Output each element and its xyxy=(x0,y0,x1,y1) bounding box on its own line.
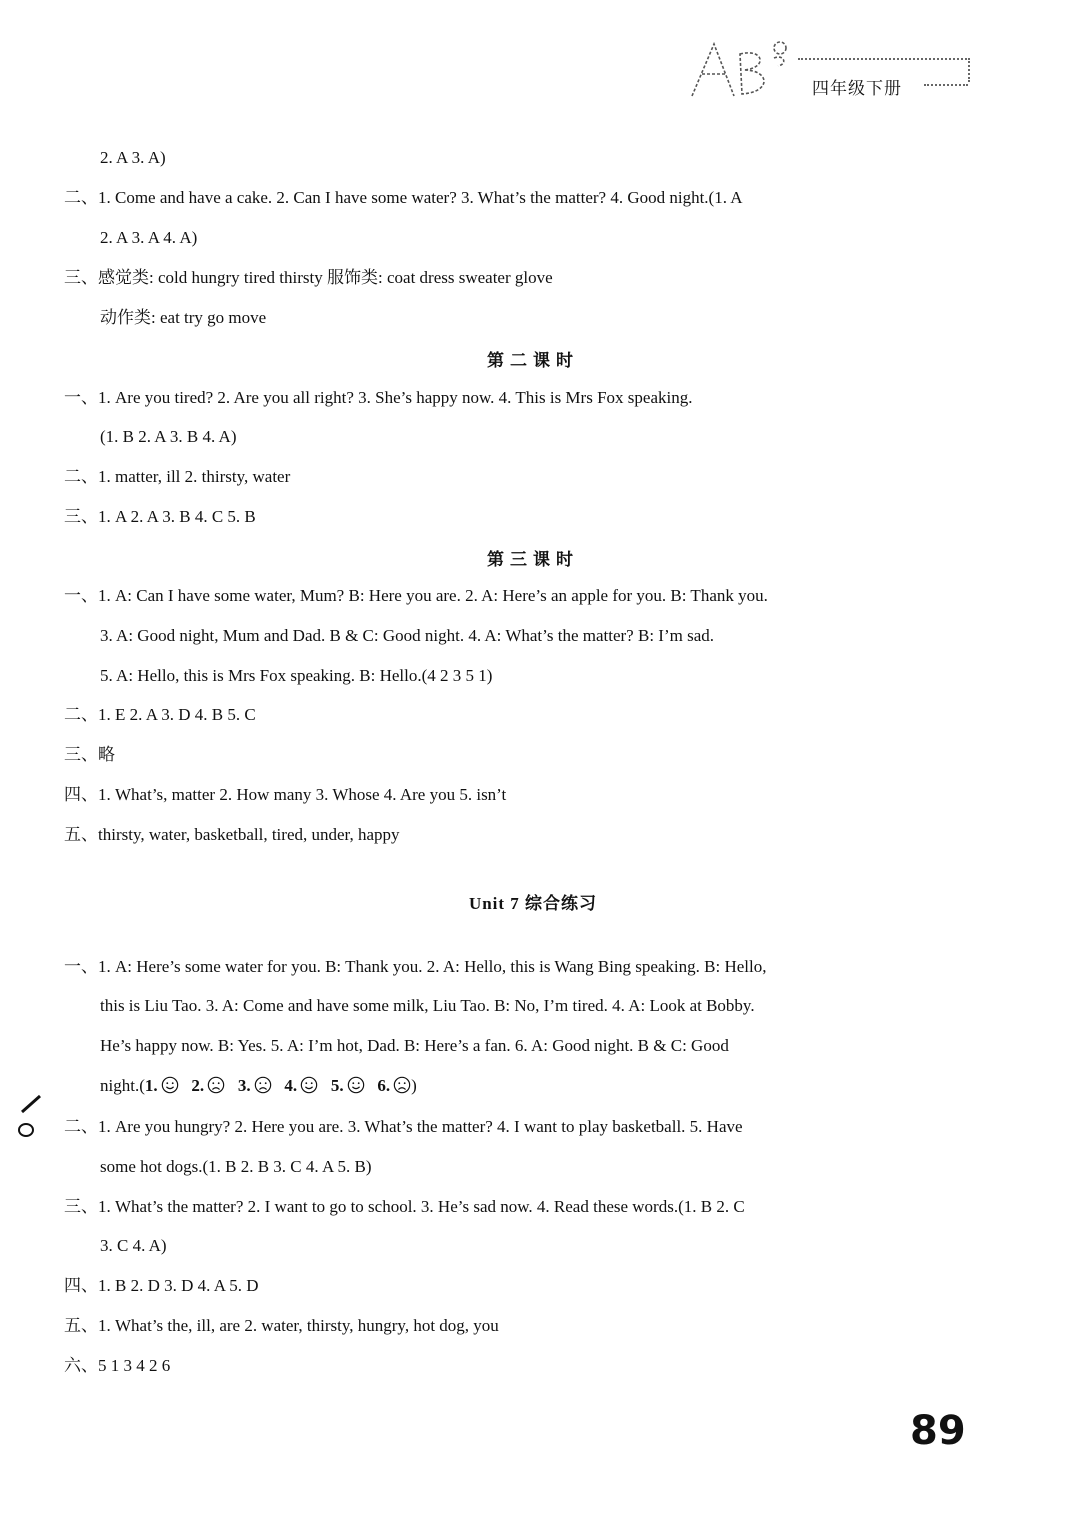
answer-line: 二、1. matter, ill 2. thirsty, water xyxy=(64,467,291,486)
answer-line: 二、1. Are you hungry? 2. Here you are. 3. What’s the matter? 4. I want to play basketball. 5. Have xyxy=(64,1117,743,1136)
happy-face-icon xyxy=(300,1076,318,1094)
answer-line: 3. A: Good night, Mum and Dad. B & C: Good night. 4. A: What’s the matter? B: I’m sad. xyxy=(100,626,715,645)
unit-heading: Unit 7 综合练习 xyxy=(468,894,598,913)
answer-line: 六、5 1 3 4 2 6 xyxy=(64,1356,171,1375)
header-dotted-line-right xyxy=(968,58,970,82)
grade-label: 四年级下册 xyxy=(812,79,902,99)
answer-line: 三、感觉类: cold hungry tired thirsty 服饰类: coat dress sweater glove xyxy=(64,268,553,287)
face-number: 3. xyxy=(237,1076,251,1095)
face-number: 5. xyxy=(330,1076,344,1095)
answer-line: 三、1. What’s the matter? 2. I want to go to school. 3. He’s sad now. 4. Read these words.(1. B 2. C xyxy=(64,1197,745,1216)
header-dotted-line xyxy=(798,58,970,60)
sad-face-icon xyxy=(254,1076,272,1094)
face-number: 6. xyxy=(377,1076,391,1095)
answer-line: 5. A: Hello, this is Mrs Fox speaking. B: Hello.(4 2 3 5 1) xyxy=(100,666,493,685)
ab-logo-icon xyxy=(684,34,794,106)
answer-line: 3. C 4. A) xyxy=(100,1236,167,1255)
answer-line: 三、1. A 2. A 3. B 4. C 5. B xyxy=(64,507,256,526)
answer-line: He’s happy now. B: Yes. 5. A: I’m hot, Dad. B: Here’s a fan. 6. A: Good night. B & C: Good xyxy=(100,1036,729,1055)
answer-line: (1. B 2. A 3. B 4. A) xyxy=(100,427,237,446)
sad-face-icon xyxy=(393,1076,411,1094)
happy-face-icon xyxy=(347,1076,365,1094)
answer-line: 一、1. A: Here’s some water for you. B: Thank you. 2. A: Hello, this is Wang Bing speaking. B: Hello, xyxy=(64,957,767,976)
face-number: 1. xyxy=(144,1076,158,1095)
answer-line: 三、略 xyxy=(64,745,115,764)
face-number: 2. xyxy=(191,1076,205,1095)
section-heading: 第三课时 xyxy=(487,550,579,569)
answer-line: 一、1. A: Can I have some water, Mum? B: Here you are. 2. A: Here’s an apple for you. B: Thank you. xyxy=(64,586,768,605)
faces-prefix: night.( xyxy=(100,1076,145,1095)
answer-line: 一、1. Are you tired? 2. Are you all right? 3. She’s happy now. 4. This is Mrs Fox speaking. xyxy=(64,388,693,407)
margin-pen-mark-icon xyxy=(14,1094,44,1140)
answer-line: 四、1. B 2. D 3. D 4. A 5. D xyxy=(64,1276,259,1295)
answer-line: 四、1. What’s, matter 2. How many 3. Whose 4. Are you 5. isn’t xyxy=(64,785,507,804)
answer-line: this is Liu Tao. 3. A: Come and have some milk, Liu Tao. B: No, I’m tired. 4. A: Look at Bobby. xyxy=(100,996,755,1015)
faces-suffix: ) xyxy=(411,1076,417,1095)
sad-face-icon xyxy=(207,1076,225,1094)
answer-line-faces xyxy=(100,1074,1000,1098)
page-number: 89 xyxy=(910,1408,966,1454)
header-dotted-line-bottom xyxy=(924,84,968,86)
section-heading: 第二课时 xyxy=(487,351,579,370)
happy-face-icon xyxy=(161,1076,179,1094)
answer-line: some hot dogs.(1. B 2. B 3. C 4. A 5. B) xyxy=(100,1157,372,1176)
answer-line: 动作类: eat try go move xyxy=(100,308,267,327)
answer-line: 五、1. What’s the, ill, are 2. water, thirsty, hungry, hot dog, you xyxy=(64,1316,499,1335)
answer-line: 二、1. Come and have a cake. 2. Can I have some water? 3. What’s the matter? 4. Good night.(1. A xyxy=(64,188,743,207)
answer-line: 二、1. E 2. A 3. D 4. B 5. C xyxy=(64,705,256,724)
answer-line: 2. A 3. A 4. A) xyxy=(100,228,198,247)
answer-line: 五、thirsty, water, basketball, tired, under, happy xyxy=(64,825,400,844)
answer-line: 2. A 3. A) xyxy=(100,148,166,167)
face-number: 4. xyxy=(284,1076,298,1095)
